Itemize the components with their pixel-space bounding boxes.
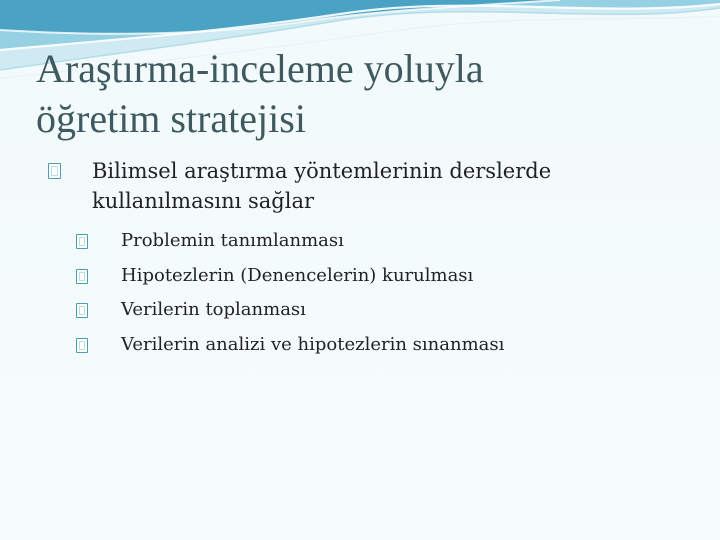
- sub-bullet-list: [36, 224, 686, 362]
- sub-bullet-item: [36, 328, 686, 363]
- sub-bullet-marker-icon: [76, 338, 88, 353]
- slide-title-line-2: öğretim stratejisi: [36, 96, 306, 141]
- bullet-text-line-2: kullanılmasını sağlar: [92, 189, 315, 213]
- sub-bullet-text: Verilerin analizi ve hipotezlerin sınanması: [121, 333, 505, 355]
- bullet-item-main: [36, 156, 686, 216]
- sub-bullet-marker-icon: [76, 303, 88, 318]
- sub-bullet-item: [36, 293, 686, 328]
- sub-bullet-item: [36, 224, 686, 259]
- bullet-list: [36, 156, 686, 362]
- sub-bullet-marker-icon: [76, 269, 88, 284]
- slide-title: [36, 44, 686, 144]
- sub-bullet-item: [36, 259, 686, 294]
- bullet-marker-icon: [48, 163, 61, 179]
- bullet-text-line-1: Bilimsel araştırma yöntemlerinin derslerde: [92, 159, 552, 183]
- slide-title-line-1: Araştırma-inceleme yoluyla: [36, 46, 484, 91]
- sub-bullet-text: Problemin tanımlanması: [121, 230, 344, 251]
- sub-bullet-text: Hipotezlerin (Denencelerin) kurulması: [121, 264, 474, 286]
- sub-bullet-text: Verilerin toplanması: [121, 299, 306, 320]
- sub-bullet-marker-icon: [76, 234, 88, 249]
